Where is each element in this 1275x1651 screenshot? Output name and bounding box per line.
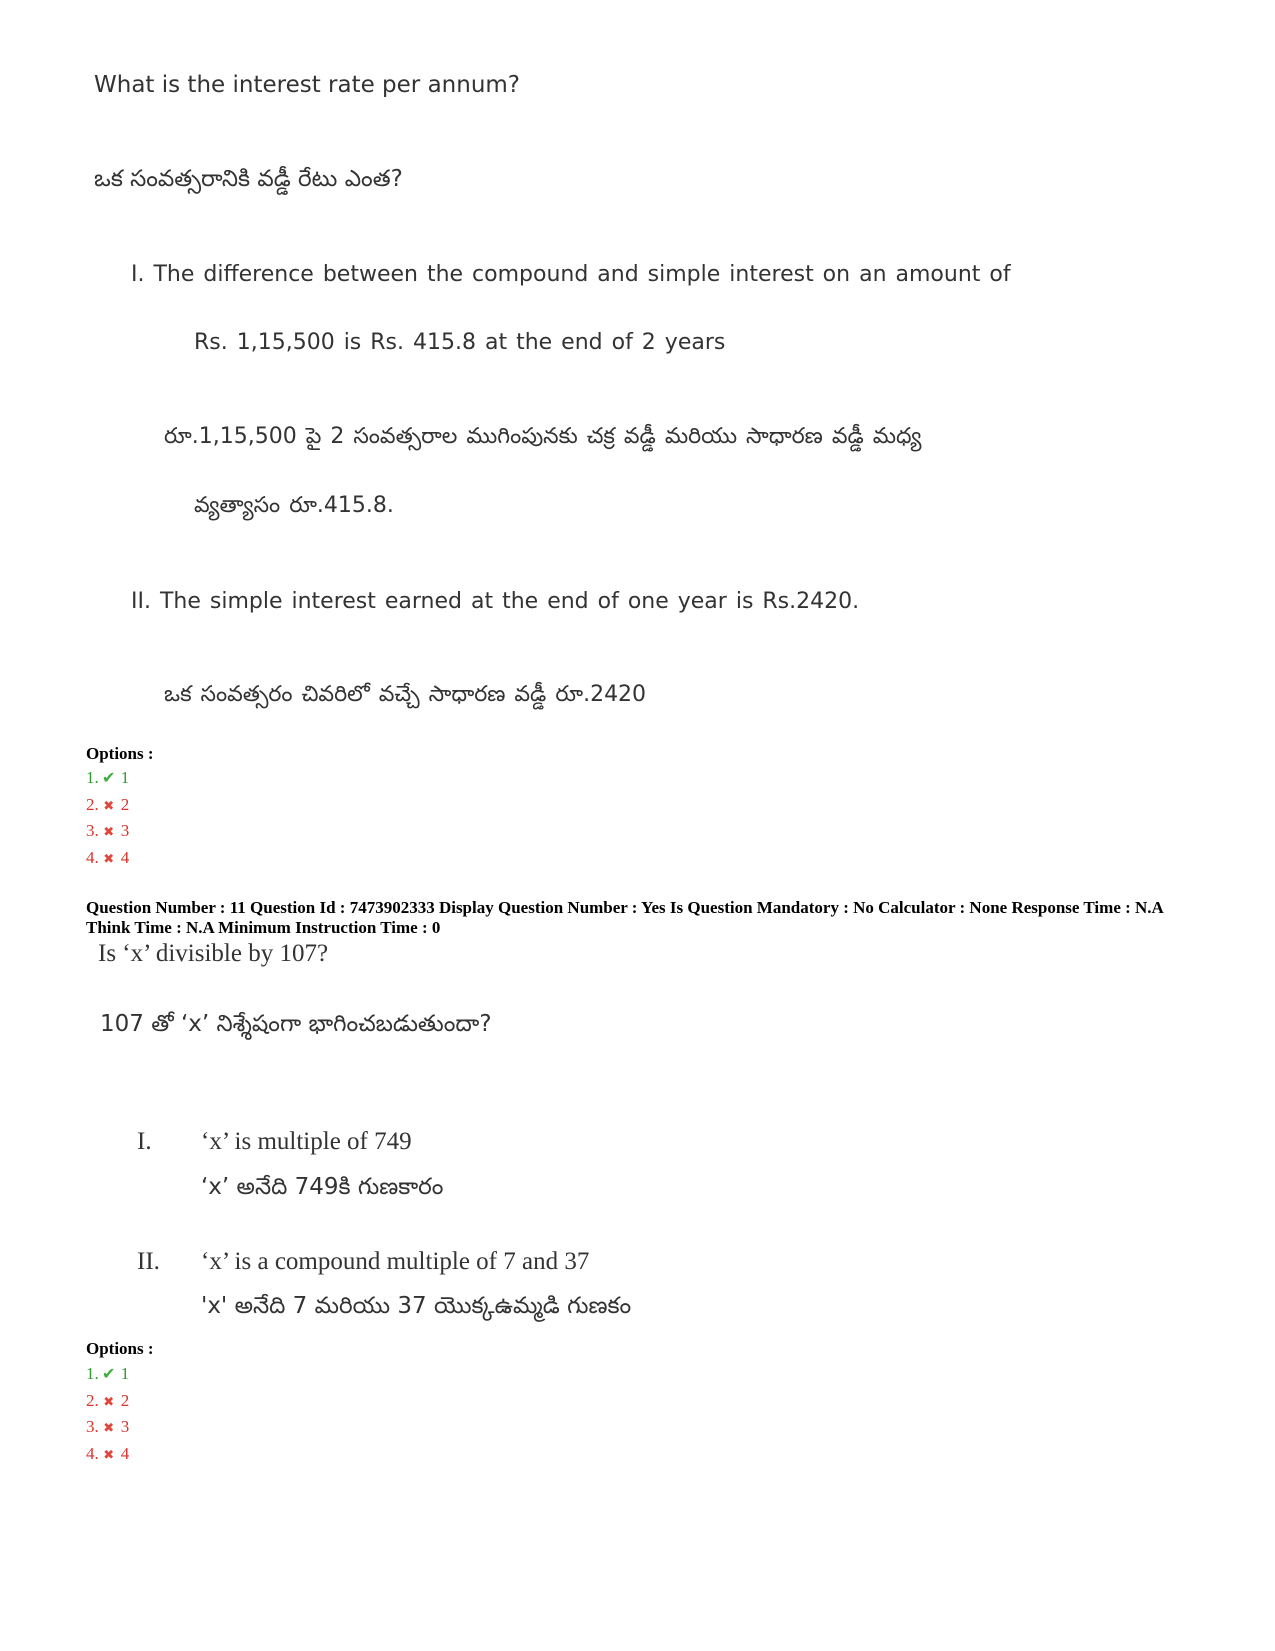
q11-statement-1-number: I. <box>137 1128 152 1155</box>
q11-option-3 <box>86 1416 129 1438</box>
option-value: 1 <box>120 1364 130 1383</box>
q10-statement-1-te-line-1: రూ.1,15,500 పై 2 సంవత్సరాల ముగింపునకు చక్ర వడ్డీ మరియు సాధారణ వడ్డీ మధ్య <box>164 424 922 449</box>
q10-option-3 <box>86 820 129 842</box>
check-icon: ✔ <box>102 768 116 787</box>
q10-options-list <box>86 767 129 869</box>
q10-statement-1-en-line-2: Rs. 1,15,500 is Rs. 415.8 at the end of 2 years <box>194 330 726 355</box>
option-number: 4. <box>86 1443 99 1463</box>
q10-option-1 <box>86 767 129 789</box>
option-value: 3 <box>120 1417 130 1436</box>
q11-statement-2-number: II. <box>137 1248 160 1275</box>
q11-option-2 <box>86 1390 129 1412</box>
option-number: 2. <box>86 1390 99 1410</box>
q11-options-heading: Options : <box>86 1339 154 1358</box>
option-value: 2 <box>120 1390 130 1410</box>
q11-statement-1-en: ‘x’ is multiple of 749 <box>201 1128 412 1155</box>
option-number: 2. <box>86 794 99 814</box>
question-10-text-en: What is the interest rate per annum? <box>94 72 521 98</box>
q10-statement-2-te: ఒక సంవత్సరం చివరిలో వచ్చే సాధారణ వడ్డీ రూ.2420 <box>164 682 647 707</box>
question-11-text-te: 107 తో ‘x’ నిశ్శేషంగా భాగించబడుతుందా? <box>100 1011 492 1037</box>
q11-statement-1-te: ‘x’ అనేది 749కి గుణకారం <box>201 1174 444 1200</box>
cross-icon: ✖ <box>103 798 115 814</box>
option-number: 3. <box>86 1417 99 1436</box>
option-value: 2 <box>120 794 130 814</box>
question-11-text-en: Is ‘x’ divisible by 107? <box>98 940 329 967</box>
question-11-meta: Question Number : 11 Question Id : 7473902333 Display Question Number : Yes Is Question Mandatory : No Calculator : None Response Time : N.A Think Time : N.A Minimum Instruction Time : 0 <box>86 898 1163 937</box>
option-value: 4 <box>120 847 130 867</box>
q10-statement-2-en: II. The simple interest earned at the end of one year is Rs.2420. <box>131 589 860 614</box>
cross-icon: ✖ <box>103 1421 115 1436</box>
q10-statement-1-te-line-2: వ్యత్యాసం రూ.415.8. <box>194 493 394 518</box>
option-value: 4 <box>120 1443 130 1463</box>
option-value: 3 <box>120 821 130 840</box>
option-number: 1. <box>86 768 99 787</box>
cross-icon: ✖ <box>103 851 115 867</box>
option-value: 1 <box>120 768 130 787</box>
cross-icon: ✖ <box>103 1394 115 1410</box>
q11-statement-2-en: ‘x’ is a compound multiple of 7 and 37 <box>201 1248 590 1275</box>
q10-statement-1-en-line-1: I. The difference between the compound and simple interest on an amount of <box>131 262 1011 287</box>
check-icon: ✔ <box>102 1364 116 1383</box>
q11-option-4 <box>86 1443 129 1465</box>
q11-option-1 <box>86 1363 129 1385</box>
q11-options-list <box>86 1363 129 1465</box>
q11-statement-2-te: 'x' అనేది 7 మరియు 37 యొక్కఉమ్మడి గుణకం <box>201 1293 632 1319</box>
cross-icon: ✖ <box>103 1447 115 1463</box>
option-number: 1. <box>86 1364 99 1383</box>
question-10-text-te: ఒక సంవత్సరానికి వడ్డీ రేటు ఎంత? <box>94 166 403 192</box>
option-number: 3. <box>86 821 99 840</box>
q10-option-2 <box>86 794 129 816</box>
q10-option-4 <box>86 847 129 869</box>
q10-options-heading: Options : <box>86 744 154 763</box>
option-number: 4. <box>86 847 99 867</box>
cross-icon: ✖ <box>103 825 115 840</box>
